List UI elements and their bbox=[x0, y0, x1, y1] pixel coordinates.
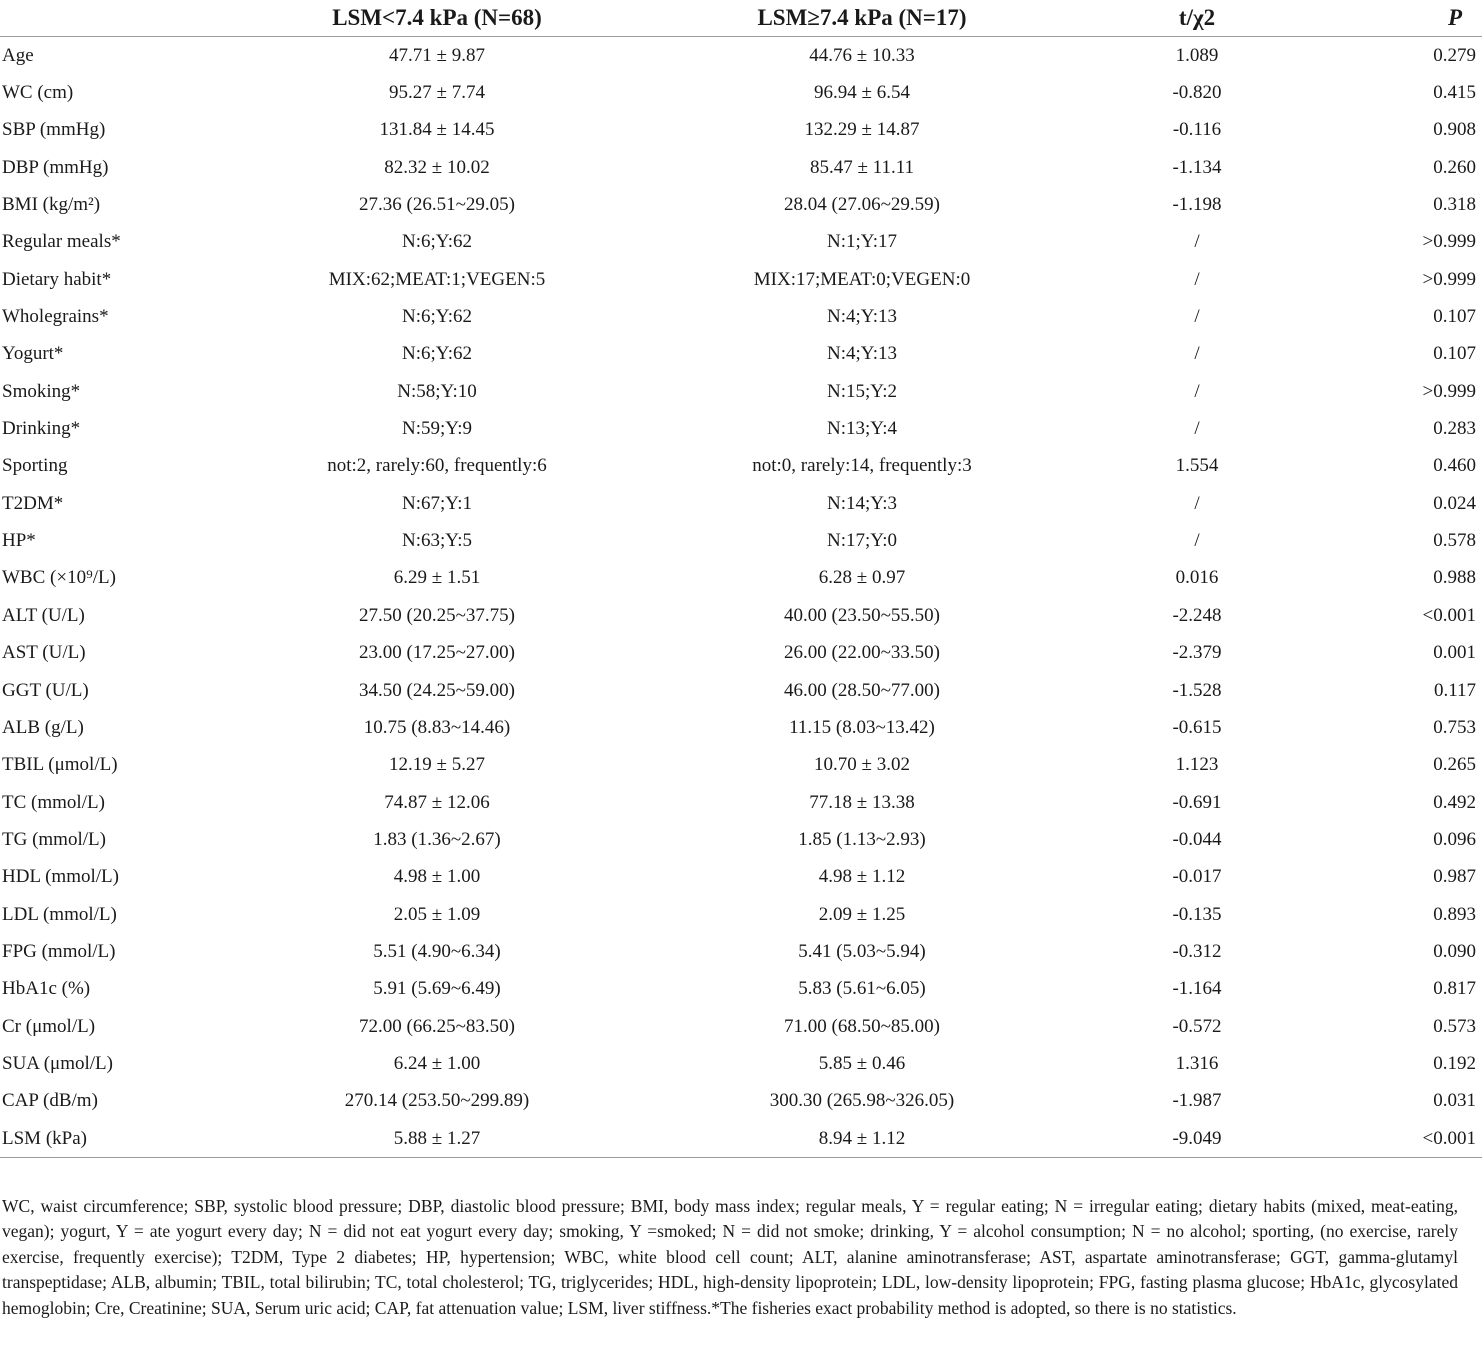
p-value: 0.279 bbox=[1433, 44, 1476, 66]
table-row bbox=[0, 186, 1482, 223]
value-lsm-low: 5.88 ± 1.27 bbox=[252, 1120, 622, 1158]
statistic-value: -0.312 bbox=[1172, 940, 1222, 962]
statistic-value: / bbox=[1194, 343, 1200, 365]
table-row bbox=[0, 597, 1482, 634]
value-lsm-high: 11.15 (8.03~13.42) bbox=[789, 716, 935, 738]
p-value: >0.999 bbox=[1422, 380, 1476, 402]
p-value: 0.096 bbox=[1433, 828, 1476, 850]
row-label: ALT (U/L) bbox=[2, 604, 85, 626]
table-row bbox=[0, 298, 1482, 335]
value-lsm-low: 6.29 ± 1.51 bbox=[393, 567, 481, 589]
statistic-value: -1.198 bbox=[1172, 194, 1222, 216]
table-row bbox=[0, 933, 1482, 970]
value-lsm-high: N:13;Y:4 bbox=[826, 418, 898, 440]
value-lsm-low: 34.50 (24.25~59.00) bbox=[359, 679, 515, 701]
p-value: 0.031 bbox=[1433, 1090, 1476, 1112]
row-label: BMI (kg/m²) bbox=[2, 194, 101, 216]
table-row bbox=[0, 448, 1482, 485]
value-lsm-low: 95.27 ± 7.74 bbox=[389, 82, 485, 104]
value-lsm-low: N:59;Y:9 bbox=[401, 418, 473, 440]
p-value: <0.001 bbox=[1422, 604, 1476, 626]
table-row bbox=[0, 37, 1482, 75]
statistic-value: -2.379 bbox=[1172, 642, 1222, 664]
statistic-value: -0.044 bbox=[1172, 828, 1222, 850]
row-label: Wholegrains* bbox=[2, 306, 109, 328]
table-row bbox=[0, 709, 1482, 746]
value-lsm-low: N:63;Y:5 bbox=[401, 530, 473, 552]
row-label: Dietary habit* bbox=[2, 268, 112, 290]
p-value: 0.260 bbox=[1433, 156, 1476, 178]
table-row bbox=[0, 747, 1482, 784]
p-value: 0.265 bbox=[1433, 754, 1476, 776]
value-lsm-low: 4.98 ± 1.00 bbox=[393, 866, 481, 888]
value-lsm-low: 10.75 (8.83~14.46) bbox=[363, 716, 511, 738]
value-lsm-high: 96.94 ± 6.54 bbox=[814, 82, 910, 104]
value-lsm-high: 6.28 ± 0.97 bbox=[818, 567, 906, 589]
value-lsm-low: 12.19 ± 5.27 bbox=[389, 754, 485, 776]
value-lsm-high: 1.85 (1.13~2.93) bbox=[798, 828, 926, 850]
table-header bbox=[0, 0, 1482, 37]
p-value: 0.107 bbox=[1433, 306, 1476, 328]
row-label: TG (mmol/L) bbox=[2, 828, 106, 850]
row-label: SUA (μmol/L) bbox=[2, 1052, 113, 1074]
p-value: 0.415 bbox=[1433, 82, 1476, 104]
table-row bbox=[0, 410, 1482, 447]
table-row bbox=[0, 485, 1482, 522]
table-row bbox=[0, 896, 1482, 933]
table-row bbox=[0, 672, 1482, 709]
value-lsm-high: 5.83 (5.61~6.05) bbox=[798, 978, 926, 1000]
row-label: HP* bbox=[2, 530, 36, 552]
value-lsm-low: N:58;Y:10 bbox=[397, 380, 477, 402]
row-label: FPG (mmol/L) bbox=[2, 940, 116, 962]
row-label: Regular meals* bbox=[2, 231, 121, 253]
table-row bbox=[0, 1008, 1482, 1045]
table-row bbox=[0, 1083, 1482, 1120]
statistic-value: -0.135 bbox=[1172, 903, 1222, 925]
table-row bbox=[0, 373, 1482, 410]
p-value: 0.460 bbox=[1433, 455, 1476, 477]
table-body bbox=[0, 37, 1482, 1158]
value-lsm-high: 26.00 (22.00~33.50) bbox=[784, 642, 940, 664]
table-row bbox=[0, 336, 1482, 373]
header-p-value: P bbox=[1292, 0, 1482, 37]
statistic-value: -1.528 bbox=[1172, 679, 1222, 701]
statistic-value: -9.049 bbox=[1102, 1120, 1292, 1158]
header-lsm-low: LSM<7.4 kPa (N=68) bbox=[252, 0, 622, 37]
value-lsm-low: not:2, rarely:60, frequently:6 bbox=[327, 455, 547, 477]
p-value: 0.987 bbox=[1433, 866, 1476, 888]
value-lsm-high: 40.00 (23.50~55.50) bbox=[784, 604, 940, 626]
value-lsm-low: 27.36 (26.51~29.05) bbox=[359, 194, 515, 216]
value-lsm-high: 71.00 (68.50~85.00) bbox=[784, 1015, 940, 1037]
value-lsm-high: 2.09 ± 1.25 bbox=[818, 903, 906, 925]
value-lsm-high: 5.41 (5.03~5.94) bbox=[798, 940, 926, 962]
value-lsm-low: 74.87 ± 12.06 bbox=[384, 791, 490, 813]
p-value: 0.988 bbox=[1433, 567, 1476, 589]
value-lsm-low: 47.71 ± 9.87 bbox=[389, 44, 485, 66]
value-lsm-low: 27.50 (20.25~37.75) bbox=[359, 604, 515, 626]
table-row bbox=[0, 859, 1482, 896]
row-label: AST (U/L) bbox=[2, 642, 86, 664]
table-row bbox=[0, 635, 1482, 672]
value-lsm-high: 300.30 (265.98~326.05) bbox=[769, 1090, 955, 1112]
value-lsm-low: 5.91 (5.69~6.49) bbox=[373, 978, 501, 1000]
value-lsm-high: N:15;Y:2 bbox=[826, 380, 898, 402]
row-label: T2DM* bbox=[2, 492, 64, 514]
p-value: 0.283 bbox=[1433, 418, 1476, 440]
table-footnote: WC, waist circumference; SBP, systolic blood pressure; DBP, diastolic blood pressure; BMI, body mass index; regular meals, Y = regular eating; N = irregular eating; dietary habits (mixed, meat-eating, vegan); yogurt, Y = ate yogurt every day; N = did not eat yogurt every day; smoking, Y =smoked; N = did not smoke; drinking, Y = alcohol consumption; N = no alcohol; sporting, (no exercise, rarely exercise, frequently exercise); T2DM, Type 2 diabetes; HP, hypertension; WBC, white blood cell count; ALT, alanine aminotransferase; AST, aspartate aminotransferase; GGT, gamma-glutamyl transpeptidase; ALB, albumin; TBIL, total bilirubin; TC, total cholesterol; TG, triglycerides; HDL, high-density lipoprotein; LDL, low-density lipoprotein; FPG, fasting plasma glucose; HbA1c, glycosylated hemoglobin; Cre, Creatinine; SUA, Serum uric acid; CAP, fat attenuation value; LSM, liver stiffness.*The fisheries exact probability method is adopted, so there is no statistics. bbox=[2, 1196, 1458, 1318]
table-row bbox=[0, 1045, 1482, 1082]
statistic-value: / bbox=[1194, 306, 1200, 328]
statistic-value: -0.615 bbox=[1172, 716, 1222, 738]
p-value: 0.492 bbox=[1433, 791, 1476, 813]
row-label: LDL (mmol/L) bbox=[2, 903, 117, 925]
table-row bbox=[0, 971, 1482, 1008]
statistic-value: 0.016 bbox=[1175, 567, 1219, 589]
p-value: 0.578 bbox=[1433, 530, 1476, 552]
table-row bbox=[0, 224, 1482, 261]
p-value: 0.893 bbox=[1433, 903, 1476, 925]
value-lsm-low: N:6;Y:62 bbox=[401, 231, 473, 253]
table-row bbox=[0, 522, 1482, 559]
value-lsm-low: 1.83 (1.36~2.67) bbox=[373, 828, 501, 850]
value-lsm-low: 2.05 ± 1.09 bbox=[393, 903, 481, 925]
value-lsm-low: 6.24 ± 1.00 bbox=[393, 1052, 481, 1074]
value-lsm-high: 10.70 ± 3.02 bbox=[814, 754, 910, 776]
row-label: Smoking* bbox=[2, 380, 81, 402]
table-row bbox=[0, 74, 1482, 111]
value-lsm-low: 23.00 (17.25~27.00) bbox=[359, 642, 515, 664]
row-label: ALB (g/L) bbox=[2, 716, 84, 738]
statistic-value: 1.554 bbox=[1175, 455, 1219, 477]
row-label: SBP (mmHg) bbox=[2, 119, 106, 141]
statistic-value: -1.164 bbox=[1172, 978, 1222, 1000]
value-lsm-low: 131.84 ± 14.45 bbox=[379, 119, 495, 141]
value-lsm-high: 28.04 (27.06~29.59) bbox=[784, 194, 940, 216]
value-lsm-low: N:6;Y:62 bbox=[401, 306, 473, 328]
p-value: <0.001 bbox=[1292, 1120, 1482, 1158]
row-label: HbA1c (%) bbox=[2, 978, 91, 1000]
header-row bbox=[0, 0, 1482, 37]
statistic-value: 1.123 bbox=[1175, 754, 1219, 776]
value-lsm-low: 5.51 (4.90~6.34) bbox=[373, 940, 501, 962]
statistic-value: -1.987 bbox=[1172, 1090, 1222, 1112]
p-value: 0.107 bbox=[1433, 343, 1476, 365]
p-value: 0.192 bbox=[1433, 1052, 1476, 1074]
statistic-value: -0.820 bbox=[1172, 82, 1222, 104]
row-label: TBIL (μmol/L) bbox=[2, 754, 118, 776]
p-value: >0.999 bbox=[1422, 231, 1476, 253]
statistic-value: -0.116 bbox=[1172, 119, 1222, 141]
value-lsm-high: 132.29 ± 14.87 bbox=[804, 119, 920, 141]
statistic-value: -2.248 bbox=[1172, 604, 1222, 626]
table-row bbox=[0, 784, 1482, 821]
row-label: WBC (×10⁹/L) bbox=[2, 567, 116, 589]
value-lsm-high: N:17;Y:0 bbox=[826, 530, 898, 552]
p-value: 0.817 bbox=[1433, 978, 1476, 1000]
value-lsm-high: N:4;Y:13 bbox=[826, 306, 898, 328]
value-lsm-high: N:14;Y:3 bbox=[826, 492, 898, 514]
p-value: 0.024 bbox=[1433, 492, 1476, 514]
header-statistic: t/χ2 bbox=[1102, 0, 1292, 37]
p-value: 0.573 bbox=[1433, 1015, 1476, 1037]
table-row bbox=[0, 821, 1482, 858]
row-label: HDL (mmol/L) bbox=[2, 866, 119, 888]
statistic-value: / bbox=[1194, 231, 1200, 253]
value-lsm-low: MIX:62;MEAT:1;VEGEN:5 bbox=[328, 268, 546, 290]
statistic-value: 1.089 bbox=[1175, 44, 1219, 66]
p-value: 0.908 bbox=[1433, 119, 1476, 141]
value-lsm-high: 8.94 ± 1.12 bbox=[622, 1120, 1102, 1158]
statistic-value: -1.134 bbox=[1172, 156, 1222, 178]
row-label: Age bbox=[2, 44, 34, 66]
value-lsm-low: 72.00 (66.25~83.50) bbox=[359, 1015, 515, 1037]
row-label: CAP (dB/m) bbox=[2, 1090, 98, 1112]
statistic-value: / bbox=[1194, 380, 1200, 402]
statistic-value: / bbox=[1194, 418, 1200, 440]
value-lsm-high: 46.00 (28.50~77.00) bbox=[784, 679, 940, 701]
statistic-value: / bbox=[1194, 268, 1200, 290]
row-label: Sporting bbox=[2, 455, 68, 477]
row-label: WC (cm) bbox=[2, 82, 74, 104]
table-row bbox=[0, 112, 1482, 149]
value-lsm-high: MIX:17;MEAT:0;VEGEN:0 bbox=[753, 268, 971, 290]
statistic-value: -0.017 bbox=[1172, 866, 1222, 888]
value-lsm-high: N:4;Y:13 bbox=[826, 343, 898, 365]
value-lsm-high: 77.18 ± 13.38 bbox=[809, 791, 915, 813]
row-label: Cr (μmol/L) bbox=[2, 1015, 96, 1037]
table-row bbox=[0, 560, 1482, 597]
value-lsm-high: not:0, rarely:14, frequently:3 bbox=[752, 455, 972, 477]
statistic-value: / bbox=[1194, 530, 1200, 552]
value-lsm-high: 5.85 ± 0.46 bbox=[818, 1052, 906, 1074]
table-row bbox=[0, 1120, 1482, 1158]
row-label: LSM (kPa) bbox=[0, 1120, 252, 1158]
p-value: 0.117 bbox=[1433, 679, 1476, 701]
statistic-value: -0.691 bbox=[1172, 791, 1222, 813]
header-lsm-high: LSM≥7.4 kPa (N=17) bbox=[622, 0, 1102, 37]
row-label: GGT (U/L) bbox=[2, 679, 89, 701]
value-lsm-high: 4.98 ± 1.12 bbox=[818, 866, 906, 888]
value-lsm-high: 44.76 ± 10.33 bbox=[809, 44, 915, 66]
row-label: Yogurt* bbox=[2, 343, 64, 365]
statistic-value: -0.572 bbox=[1172, 1015, 1222, 1037]
table-row bbox=[0, 261, 1482, 298]
p-value: 0.090 bbox=[1433, 940, 1476, 962]
p-value: 0.318 bbox=[1433, 194, 1476, 216]
statistic-value: / bbox=[1194, 492, 1200, 514]
value-lsm-low: N:6;Y:62 bbox=[401, 343, 473, 365]
p-value: 0.753 bbox=[1433, 716, 1476, 738]
value-lsm-high: N:1;Y:17 bbox=[826, 231, 898, 253]
table-row bbox=[0, 149, 1482, 186]
value-lsm-low: 82.32 ± 10.02 bbox=[384, 156, 490, 178]
value-lsm-low: N:67;Y:1 bbox=[401, 492, 473, 514]
p-value: >0.999 bbox=[1422, 268, 1476, 290]
row-label: DBP (mmHg) bbox=[2, 156, 109, 178]
statistic-value: 1.316 bbox=[1175, 1052, 1219, 1074]
value-lsm-low: 270.14 (253.50~299.89) bbox=[344, 1090, 530, 1112]
value-lsm-high: 85.47 ± 11.11 bbox=[809, 156, 915, 178]
p-value: 0.001 bbox=[1433, 642, 1476, 664]
row-label: Drinking* bbox=[2, 418, 81, 440]
row-label: TC (mmol/L) bbox=[2, 791, 105, 813]
header-variable bbox=[0, 0, 252, 37]
